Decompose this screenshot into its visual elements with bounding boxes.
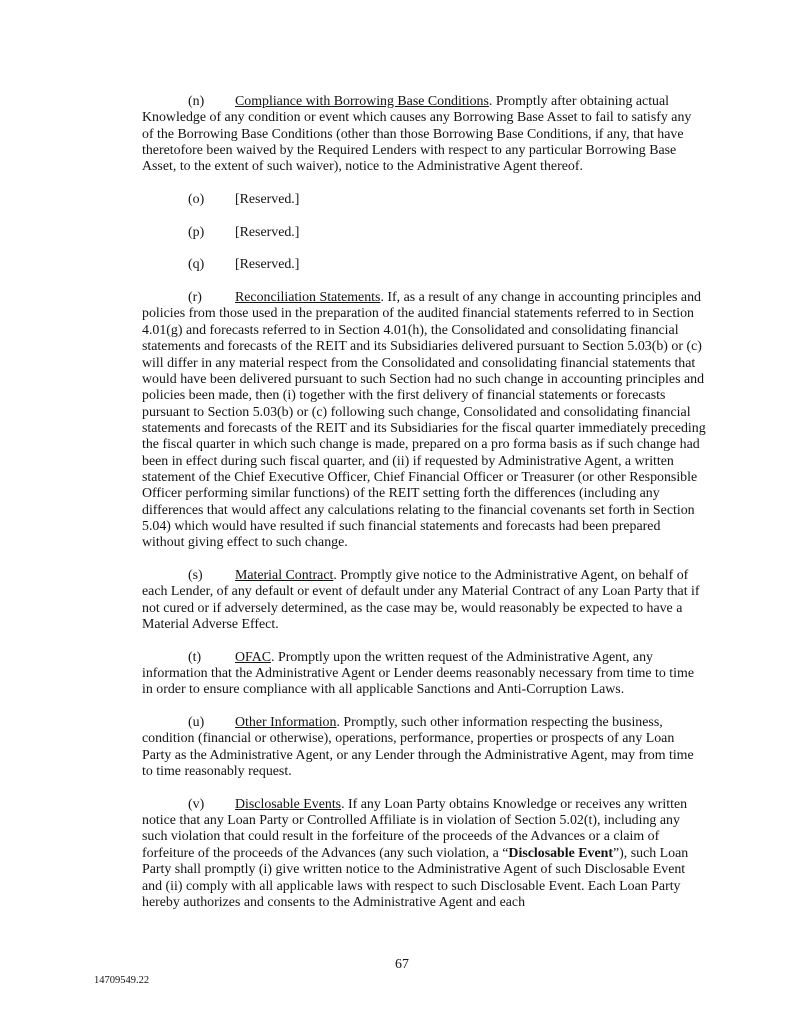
paragraph-label: (n): [188, 94, 205, 109]
paragraph-label: (s): [188, 567, 203, 583]
page-number-text: 67: [395, 957, 409, 972]
paragraph-label: (u): [188, 715, 205, 731]
paragraph-body: . Promptly upon the written request of the Administrative Agent, any information that the Administrative Agent or Lender deems reasonably necessary from time to time in order to ensure compliance with all applicable Sanctions and Anti-Corruption Laws.: [142, 649, 694, 698]
paragraph-t: [142, 650, 706, 699]
document-page: [142, 94, 706, 928]
paragraph-q: [142, 257, 706, 273]
paragraph-label: (r): [188, 290, 202, 306]
paragraph-body: . Promptly give notice to the Administrative Agent, on behalf of each Lender, of any default or event of default under any Material Contract of any Loan Party that if not cured or if adversely determined, as the case may be, would reasonably be expected to have a Material Adverse Effect.: [142, 567, 700, 632]
paragraph-body: [Reserved.]: [235, 224, 300, 240]
paragraph-body: . If, as a result of any change in accounting principles and policies from those used in the preparation of the audited financial statements referred to in Section 4.01(g) and forecasts referred to in Section 4.01(h), the Consolidated and consolidating financial statements and forecasts of the REIT and its Subsidiaries delivered pursuant to Section 5.03(b) or (c) will differ in any material respect from the Consolidated and consolidating financial statements that would have been delivered pursuant to such Section had no such change in accounting principles and policies been made, then (i) together with the first delivery of financial statements or forecasts pursuant to Section 5.03(b) or (c) following such change, Consolidated and consolidating financial statements and forecasts of the REIT and its Subsidiaries for the fiscal quarter immediately preceding the fiscal quarter in which such change is made, prepared on a pro forma basis as if such change had been in effect during such fiscal quarter, and (ii) if requested by Administrative Agent, a written statement of the Chief Executive Officer, Chief Financial Officer or Treasurer (or other Responsible Officer performing similar functions) of the REIT setting forth the differences (including any differences that would affect any calculations relating to the financial covenants set forth in Section 5.04) which would have resulted if such financial statements and forecasts had been prepared without giving effect to such change.: [142, 290, 706, 551]
paragraph-heading: Disclosable Events: [235, 796, 342, 812]
paragraph-label: (q): [188, 257, 205, 273]
paragraph-heading: Compliance with Borrowing Base Conditions: [235, 94, 489, 109]
paragraph-heading: Other Information: [235, 715, 337, 731]
paragraph-u: [142, 715, 706, 780]
paragraph-label: (t): [188, 649, 202, 665]
paragraph-o: [142, 192, 706, 208]
paragraph-p: [142, 225, 706, 241]
paragraph-body-continued: ”), such Loan Party shall promptly (i) give written notice to the Administrative Agent of such Disclosable Event and (ii) comply with all applicable laws with respect to such Disclosable Event. Each Loan Party hereby authorizes and consents to the Administrative Agent and each: [142, 845, 689, 910]
paragraph-body: . If any Loan Party obtains Knowledge or receives any written notice that any Loan Party or Controlled Affiliate is in violation of Section 5.02(t), including any such violation that could result in the forfeiture of the proceeds of the Advances or a claim of forfeiture of the proceeds of the Advances (any such violation, a “: [142, 796, 688, 861]
paragraph-s: [142, 568, 706, 633]
paragraph-n: [142, 94, 706, 176]
paragraph-body: . Promptly after obtaining actual Knowledge of any condition or event which causes any Borrowing Base Asset to fail to satisfy any of the Borrowing Base Conditions (other than those Borrowing Base Conditions, if any, that have theretofore been waived by the Required Lenders with respect to any particular Borrowing Base Asset, to the extent of such waiver), notice to the Administrative Agent thereof.: [142, 94, 692, 175]
paragraph-body: [Reserved.]: [235, 192, 300, 208]
paragraph-body: [Reserved.]: [235, 257, 300, 273]
document-id: 14709549.22: [94, 975, 150, 986]
paragraph-heading: Material Contract: [235, 567, 334, 583]
paragraph-heading: Reconciliation Statements: [235, 290, 381, 306]
paragraph-body: . Promptly, such other information respecting the business, condition (financial or otherwise), operations, performance, properties or prospects of any Loan Party as the Administrative Agent, or any Lender through the Administrative Agent, may from time to time reasonably request.: [142, 715, 694, 780]
paragraph-label: (v): [188, 796, 205, 812]
defined-term: Disclosable Event: [508, 845, 613, 861]
paragraph-v: [142, 797, 706, 911]
paragraph-label: (p): [188, 224, 205, 240]
paragraph-label: (o): [188, 192, 205, 208]
page-number: [0, 957, 799, 973]
paragraph-heading: OFAC: [235, 649, 272, 665]
paragraph-r: [142, 290, 706, 552]
